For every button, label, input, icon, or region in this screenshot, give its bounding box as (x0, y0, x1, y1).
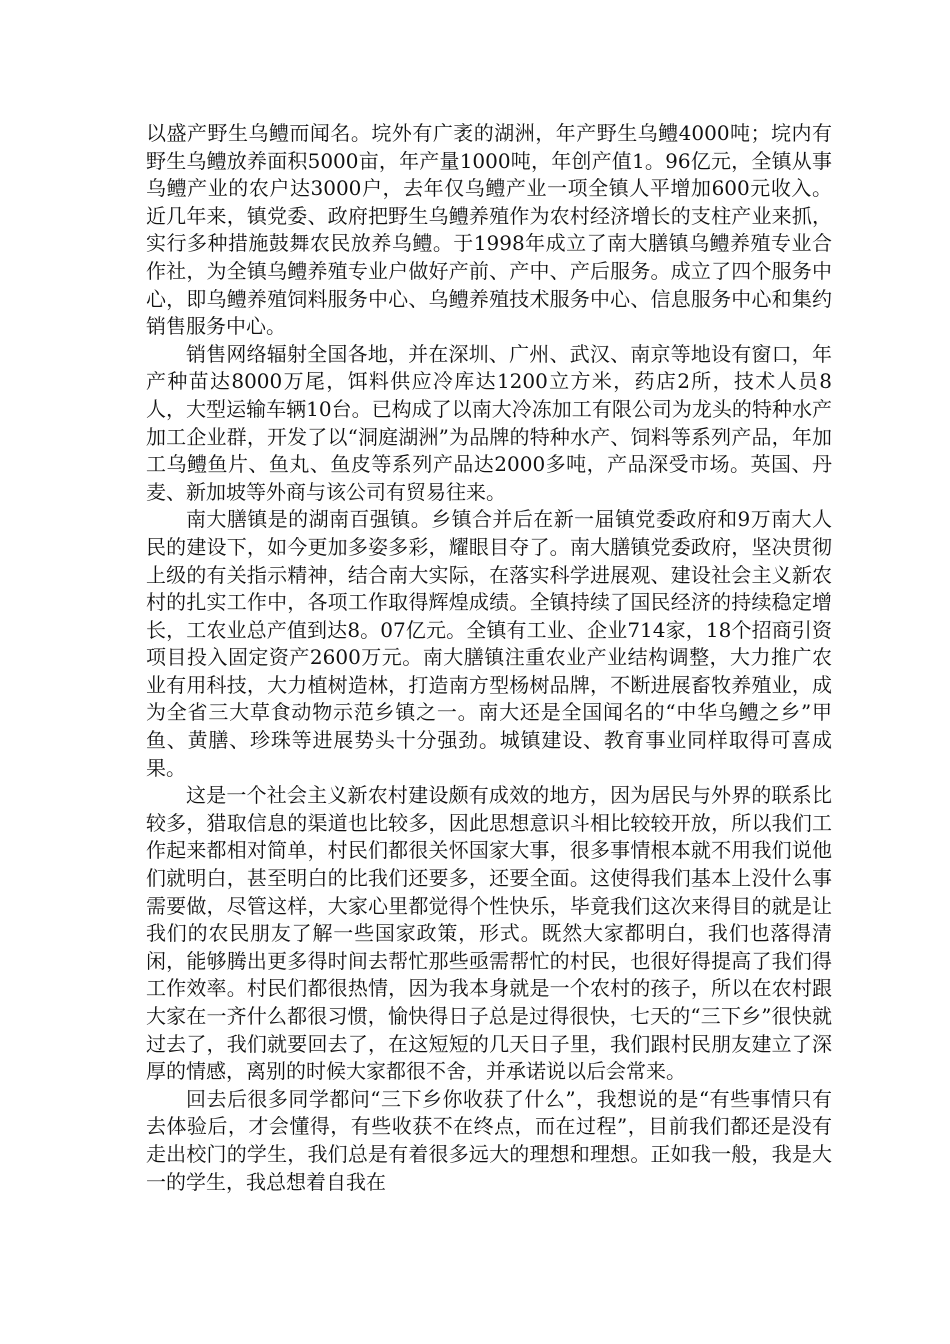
paragraph-5: 回去后很多同学都问“三下乡你收获了什么”，我想说的是“有些事情只有去体验后，才会懂得，有些收获不在终点，而在过程”，目前我们都还是没有走出校门的学生，我们总是有着很多远大的理想和理想。正如我一般，我是大一的学生，我总想着自我在 (146, 1086, 832, 1194)
document-body (146, 120, 832, 1196)
paragraph-4: 这是一个社会主义新农村建设颇有成效的地方，因为居民与外界的联系比较多，猎取信息的渠道也比较多，因此思想意识斗相比较较开放，所以我们工作起来都相对简单，村民们都很关怀国家大事，很多事情根本就不用我们说他们就明白，甚至明白的比我们还要多，还要全面。这使得我们基本上没什么事需要做，尽管这样，大家心里都觉得个性快乐，毕竟我们这次来得目的就是让我们的农民朋友了解一些国家政策，形式。既然大家都明白，我们也落得清闲，能够腾出更多得时间去帮忙那些亟需帮忙的村民，也很好得提高了我们得工作效率。村民们都很热情，因为我本身就是一个农村的孩子，所以在农村跟大家在一齐什么都很习惯，愉快得日子总是过得很快，七天的“三下乡”很快就过去了，我们就要回去了，在这短短的几天日子里，我们跟村民朋友建立了深厚的情感，离别的时候大家都很不舍，并承诺说以后会常来。 (146, 783, 832, 1084)
paragraph-1: 以盛产野生乌鳢而闻名。垸外有广袤的湖洲，年产野生乌鳢4000吨；垸内有野生乌鳢放养面积5000亩，年产量1000吨，年创产值1。96亿元，全镇从事乌鳢产业的农户达3000户，去年仅乌鳢产业一项全镇人平增加600元收入。近几年来，镇党委、政府把野生乌鳢养殖作为农村经济增长的支柱产业来抓，实行多种措施鼓舞农民放养乌鳢。于1998年成立了南大膳镇乌鳢养殖专业合作社，为全镇乌鳢养殖专业户做好产前、产中、产后服务。成立了四个服务中心，即乌鳢养殖饲料服务中心、乌鳢养殖技术服务中心、信息服务中心和集约销售服务中心。 (146, 121, 832, 339)
paragraph-3: 南大膳镇是的湖南百强镇。乡镇合并后在新一届镇党委政府和9万南大人民的建设下，如今更加多姿多彩，耀眼目夺了。南大膳镇党委政府，坚决贯彻上级的有关指示精神，结合南大实际，在落实科学进展观、建设社会主义新农村的扎实工作中，各项工作取得辉煌成绩。全镇持续了国民经济的持续稳定增长，工农业总产值到达8。07亿元。全镇有工业、企业714家，18个招商引资项目投入固定资产2600万元。南大膳镇注重农业产业结构调整，大力推广农业有用科技，大力植树造林，打造南方型杨树品牌，不断进展畜牧养殖业，成为全省三大草食动物示范乡镇之一。南大还是全国闻名的“中华乌鳢之乡”甲鱼、黄膳、珍珠等进展势头十分强劲。城镇建设、教育事业同样取得可喜成果。 (146, 507, 832, 780)
paragraph-2: 销售网络辐射全国各地，并在深圳、广州、武汉、南京等地设有窗口，年产种苗达8000万尾，饵料供应冷库达1200立方米，药店2所，技术人员8人，大型运输车辆10台。已构成了以南大冷冻加工有限公司为龙头的特种水产加工企业群，开发了以“洞庭湖洲”为品牌的特种水产、饲料等系列产品，年加工乌鳢鱼片、鱼丸、鱼皮等系列产品达2000多吨，产品深受市场。英国、丹麦、新加坡等外商与该公司有贸易往来。 (146, 341, 832, 504)
